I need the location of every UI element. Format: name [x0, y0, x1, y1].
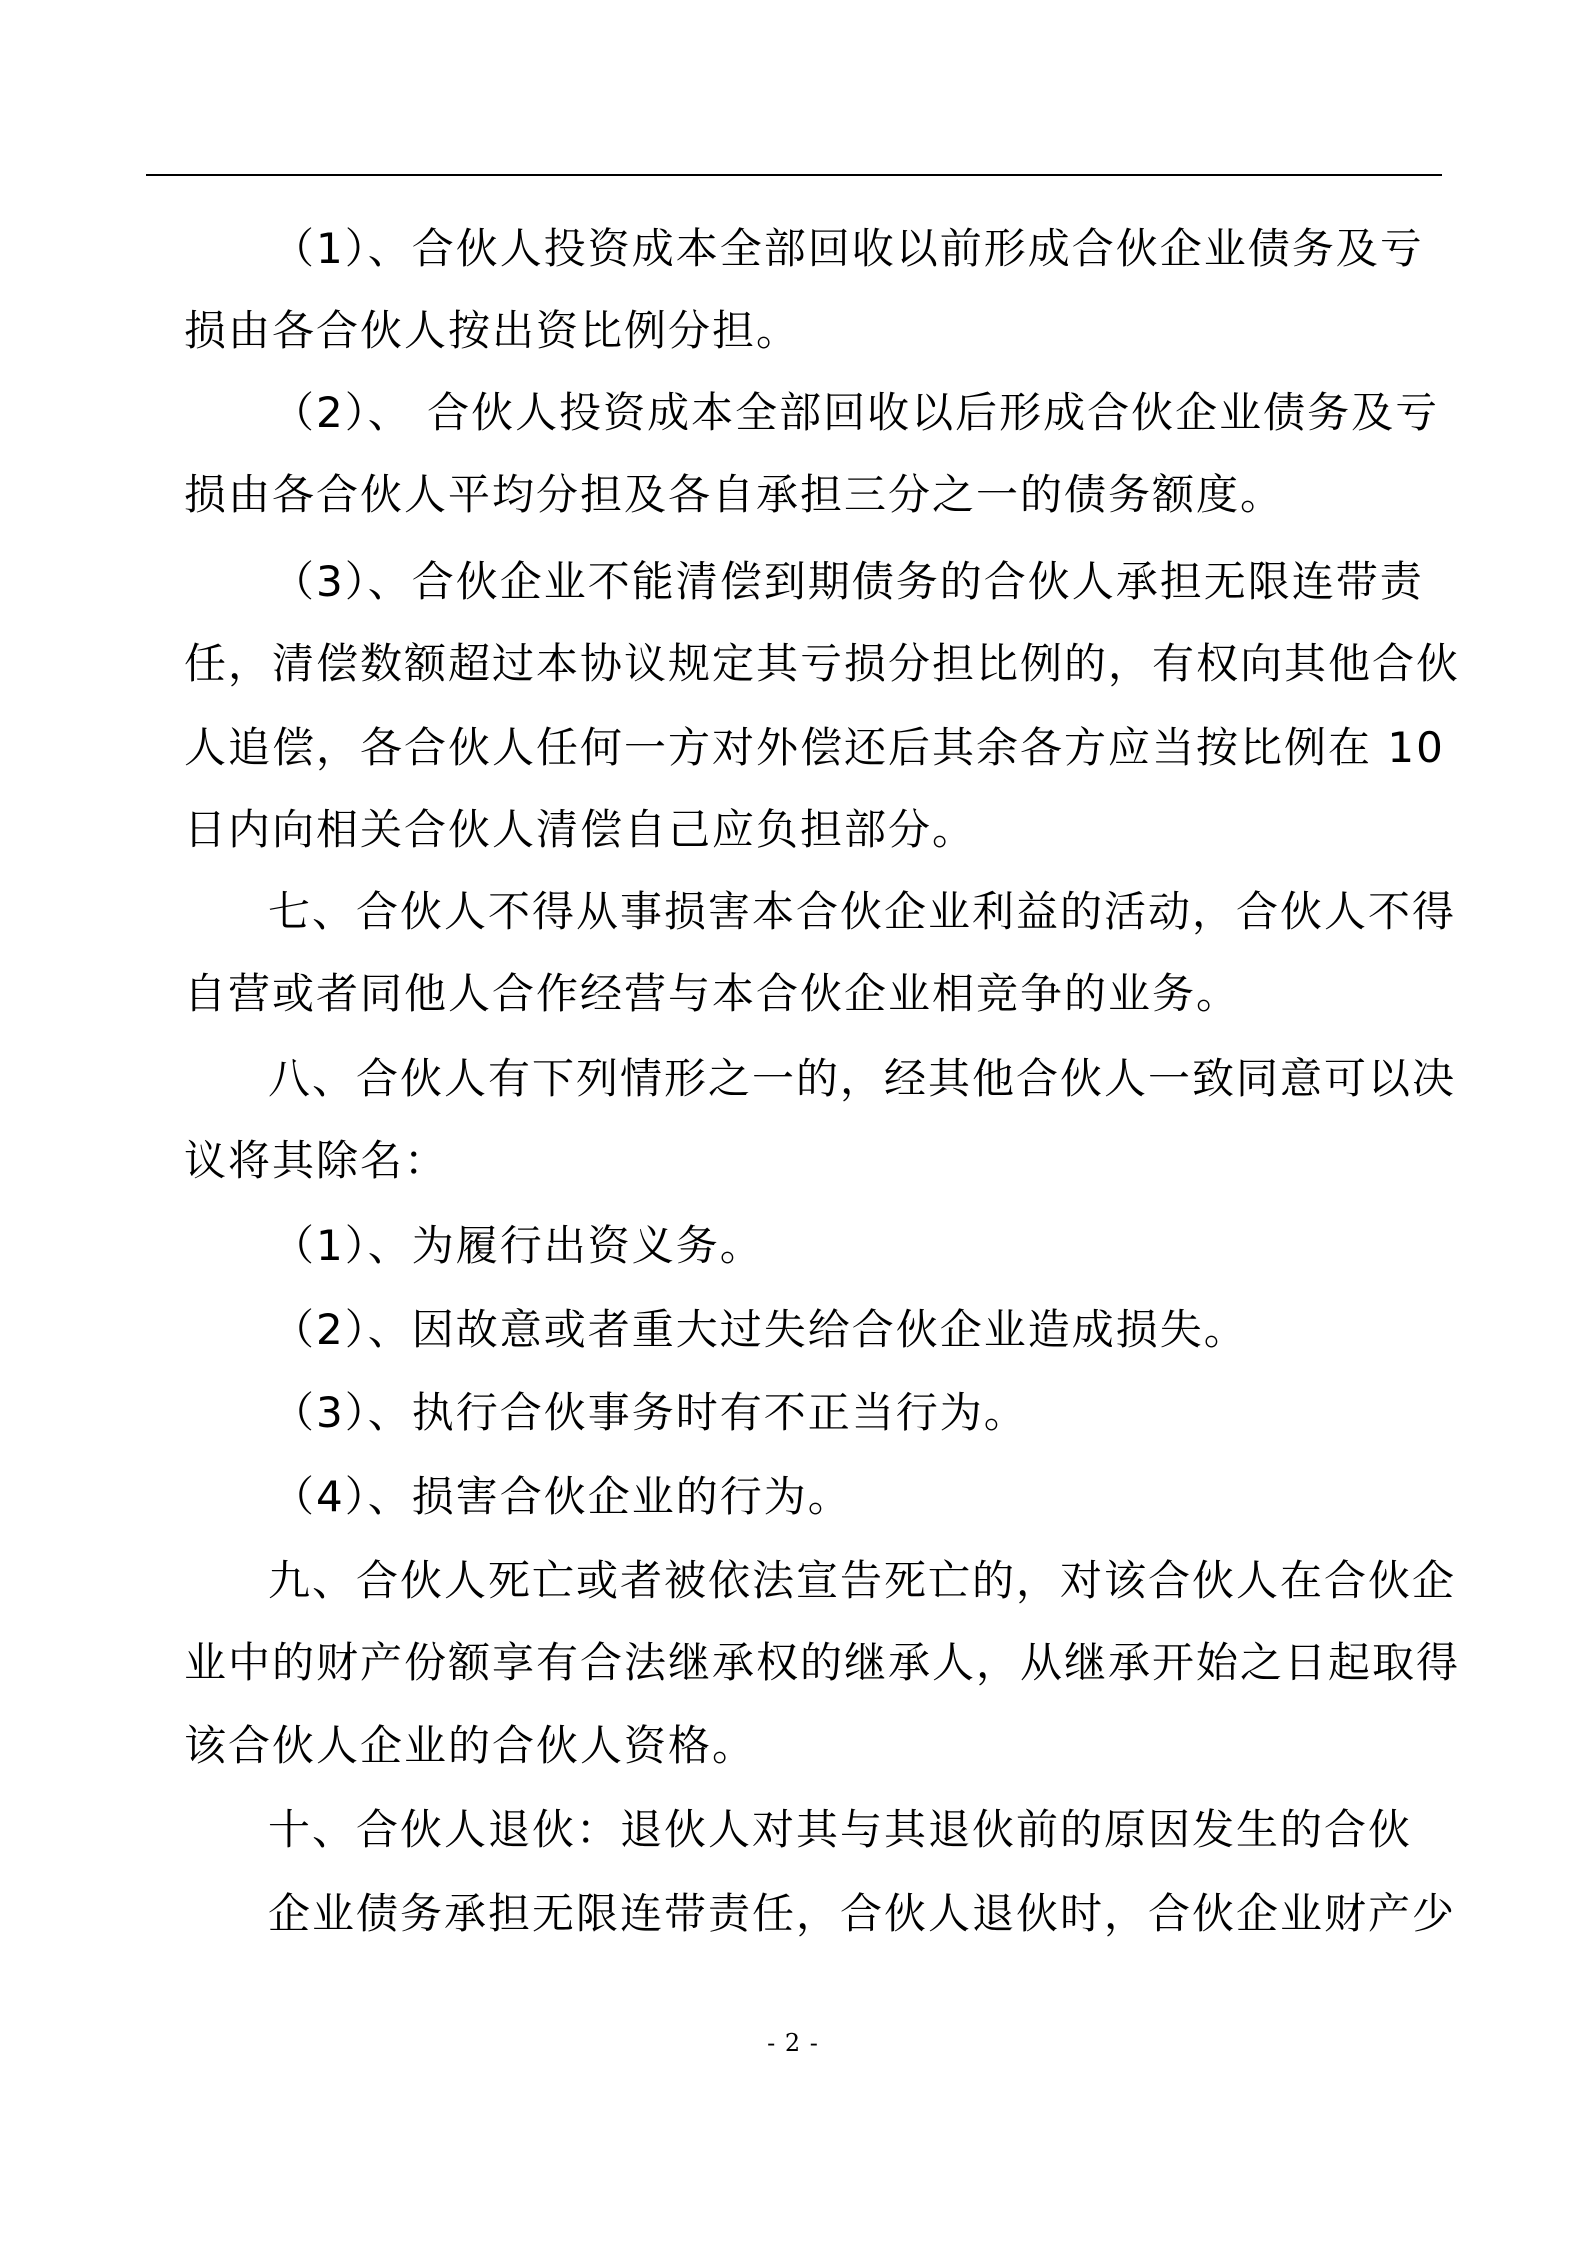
text-line: （2）、因故意或者重大过失给合伙企业造成损失。 — [272, 1305, 1248, 1354]
text-line: 损由各合伙人按出资比例分担。 — [184, 306, 801, 355]
text-line: 损由各合伙人平均分担及各自承担三分之一的债务额度。 — [184, 470, 1285, 519]
text-line: 企业债务承担无限连带责任，合伙人退伙时，合伙企业财产少 — [268, 1889, 1457, 1938]
text-line: （3）、执行合伙事务时有不正当行为。 — [272, 1388, 1028, 1437]
text-line: 七、合伙人不得从事损害本合伙企业利益的活动，合伙人不得 — [268, 887, 1457, 936]
text-line: 人追偿，各合伙人任何一方对外偿还后其余各方应当按比例在 10 — [184, 723, 1445, 772]
text-line: （1）、为履行出资义务。 — [272, 1221, 764, 1270]
text-line: 日内向相关合伙人清偿自己应负担部分。 — [184, 805, 977, 854]
text-line: 八、合伙人有下列情形之一的，经其他合伙人一致同意可以决 — [268, 1054, 1457, 1103]
text-line: （3）、合伙企业不能清偿到期债务的合伙人承担无限连带责 — [272, 557, 1424, 606]
text-line: 业中的财产份额享有合法继承权的继承人，从继承开始之日起取得 — [184, 1638, 1461, 1687]
text-line: 任，清偿数额超过本协议规定其亏损分担比例的，有权向其他合伙 — [184, 639, 1461, 688]
text-line: （2）、 合伙人投资成本全部回收以后形成合伙企业债务及亏 — [272, 388, 1440, 437]
header-rule — [146, 174, 1442, 176]
page-number: - 2 - — [767, 2029, 819, 2057]
text-line: （1）、合伙人投资成本全部回收以前形成合伙企业债务及亏 — [272, 224, 1424, 273]
text-line: 议将其除名： — [184, 1136, 449, 1185]
text-line: 该合伙人企业的合伙人资格。 — [184, 1721, 757, 1770]
text-line: （4）、损害合伙企业的行为。 — [272, 1472, 852, 1521]
text-line: 十、合伙人退伙：退伙人对其与其退伙前的原因发生的合伙 — [268, 1805, 1413, 1854]
text-line: 九、合伙人死亡或者被依法宣告死亡的，对该合伙人在合伙企 — [268, 1556, 1457, 1605]
text-line: 自营或者同他人合作经营与本合伙企业相竞争的业务。 — [184, 969, 1241, 1018]
